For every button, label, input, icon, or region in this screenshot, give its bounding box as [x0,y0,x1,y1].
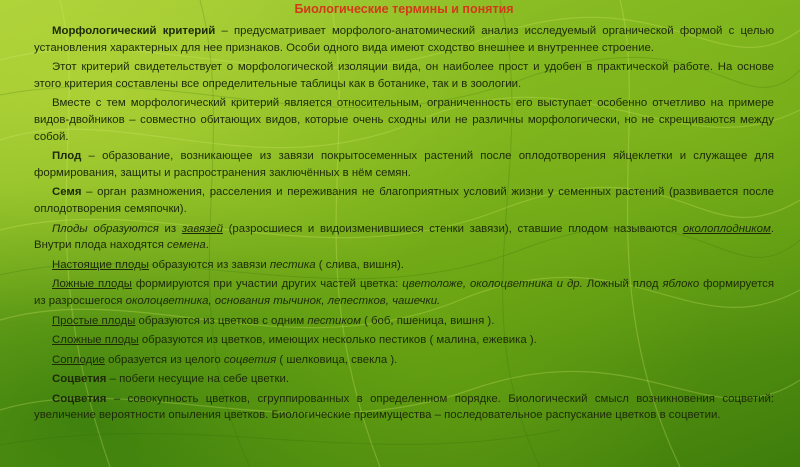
term-simple-fruits: Простые плоды [52,314,136,327]
paragraph-fruit-formation [34,221,774,254]
text-part: ( слива, вишня). [315,258,404,271]
paragraph-morphological-relative: Вместе с тем морфологический критерий является относительным, ограниченность его выступает особенно отчетливо на примере видов-двойников – совместно обитающих видов, которые очень сходны или не различны морфологически, но не скрещиваются между собой. [34,97,774,143]
definition-morphological-criterion: – предусматривает морфолого-анатомический анализ исследуемый органической формой с целью установления характерных для нее признаков. Особи одного вида имеют сходство внешнее и внутреннее строение. [34,25,774,54]
text-part: Ложный плод [582,278,663,291]
term-pericarp: околоплодником [682,222,771,235]
text-part: ( боб, пшеница, вишня ). [360,314,495,327]
term-true-fruits: Настоящие плоды [52,258,149,271]
text-part: формируются при участии других частей цветка: [131,278,403,291]
text-part: формируется из разросшегося [34,278,775,307]
paragraph-infructescence [34,352,774,369]
term-fruit: Плод [52,150,82,163]
term-morphological-criterion: Морфологический критерий [52,25,216,37]
text-part: . [205,239,209,252]
paragraph-morphological-criterion [34,23,774,56]
term-receptacle: цветоложе, околоцветника и др. [402,278,583,291]
term-fruits-form: Плоды образуются [52,222,159,235]
text-part: образуются из цветков, имеющих несколько пестиков ( малина, ежевика ). [138,334,537,347]
text-part: ( шелковица, свекла ). [276,353,398,366]
text-part: (разросшиеся и видоизменившиеся стенки завязи), ставшие плодом называются [222,222,683,235]
paragraph-inflorescence-meaning [34,391,774,424]
term-seeds: семена [167,239,206,252]
content-area [34,0,774,427]
paragraph-simple-fruits [34,313,774,330]
text-part: образуется из целого [104,353,224,366]
paragraph-fruit [34,148,774,181]
term-inflorescence: соцветия [223,353,277,366]
definition-fruit: – образование, возникающее из завязи покрытосеменных растений после оплодотворения яйцеклетки и служащее для формирования, защиты и распространения заключённых в нём семян. [34,150,774,179]
term-pistil: пестиком [307,314,361,327]
term-apple: яблоко [662,278,700,291]
paragraph-morphological-isolation: Этот критерий свидетельствует о морфологической изоляции вида, он наиболее прост и удобен в практической работе. На основе этого критерия составлены все определительные таблицы как в ботанике, так и в зоологии. [34,61,774,90]
term-inflorescence: Соцветия [52,392,107,405]
term-seed: Семя [52,186,82,199]
paragraph-false-fruits [34,276,774,309]
text-part: образуются из цветков с одним [135,314,308,327]
definition-inflorescence: – побеги несущие на себе цветки. [106,373,290,386]
text-part: . Внутри плода находятся [34,222,774,252]
paragraph-seed [34,184,774,217]
definition-seed: – орган размножения, расселения и переживания не благоприятных условий жизни у семенных растений (развивается после оплодотворения семяпочки). [34,186,774,215]
term-pistil: пестика [269,258,316,271]
term-ovaries: завязей [181,222,223,235]
paragraph-true-fruits [34,257,774,274]
text-part: из [158,222,182,235]
text-part: образуются из завязи [148,258,270,271]
term-perianth-parts: околоцветника, основания тычинок, лепестков, чашечки. [125,294,441,307]
term-inflorescence: Соцветия [52,373,107,386]
definition-inflorescence: – совокупность цветков, сгруппированных в определенном порядке. Биологический смысл возникновения соцветий: увеличение вероятности опыления цветков. Биологические преимущества – последовательное распускание цветков в соцветии. [34,392,774,422]
paragraph-inflorescence-shoots [34,371,774,388]
term-complex-fruits: Сложные плоды [52,334,139,347]
term-infructescence: Соплодие [52,353,105,366]
term-false-fruits: Ложные плоды [52,278,132,291]
page-title: Биологические термины и понятия [294,2,514,16]
paragraph-complex-fruits [34,332,774,349]
